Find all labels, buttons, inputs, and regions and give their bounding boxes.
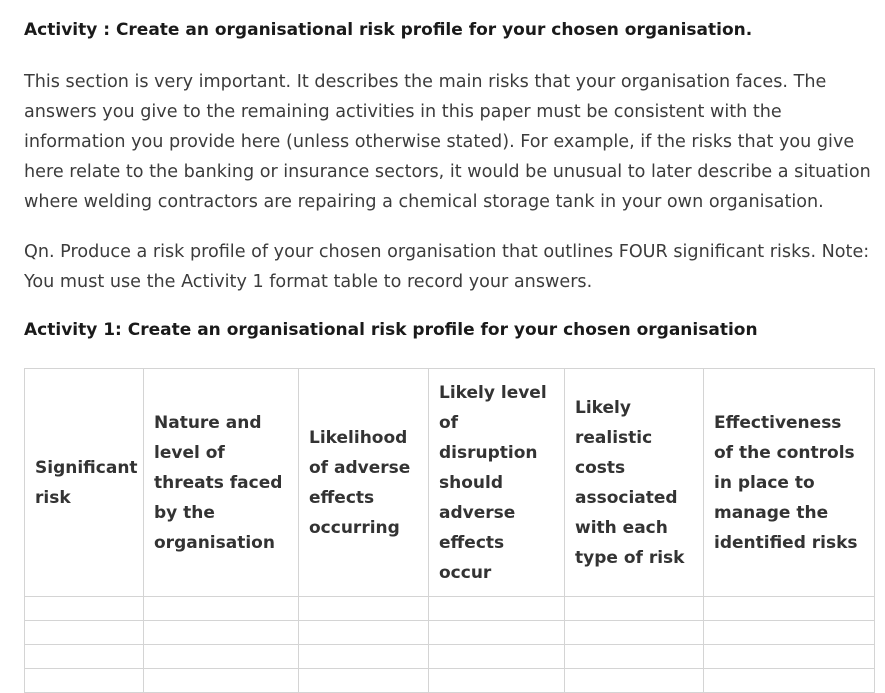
- header-nature-of-threats: Nature and level of threats faced by the organisation: [144, 369, 299, 597]
- table-cell[interactable]: [144, 645, 299, 669]
- table-cell[interactable]: [144, 669, 299, 693]
- table-cell[interactable]: [429, 621, 565, 645]
- table-cell[interactable]: [704, 621, 875, 645]
- header-control-effectiveness: Effectiveness of the controls in place to manage the identified risks: [704, 369, 875, 597]
- table-cell[interactable]: [25, 597, 144, 621]
- table-cell[interactable]: [429, 669, 565, 693]
- table-cell[interactable]: [704, 669, 875, 693]
- table-cell[interactable]: [565, 669, 704, 693]
- intro-paragraph: This section is very important. It describes the main risks that your organisation faces. The answers you give to the remaining activities in this paper must be consistent with the information you provide here (unless otherwise stated). For example, if the risks that you give here relate to the banking or insurance sectors, it would be unusual to later describe a situation where welding contractors are repairing a chemical storage tank in your own organisation.: [24, 72, 871, 212]
- header-significant-risk: Significant risk: [25, 369, 144, 597]
- table-cell[interactable]: [565, 597, 704, 621]
- risk-profile-table: [24, 368, 875, 693]
- header-realistic-costs: Likely realistic costs associated with each type of risk: [565, 369, 704, 597]
- table-row: [25, 669, 875, 693]
- table-cell[interactable]: [25, 669, 144, 693]
- table-cell[interactable]: [565, 645, 704, 669]
- table-cell[interactable]: [704, 597, 875, 621]
- table-cell[interactable]: [565, 621, 704, 645]
- question-paragraph: Qn. Produce a risk profile of your chosen organisation that outlines FOUR significant risks. Note: You must use the Activity 1 format table to record your answers.: [24, 242, 870, 292]
- table-cell[interactable]: [144, 621, 299, 645]
- table-row: [25, 621, 875, 645]
- table-cell[interactable]: [25, 645, 144, 669]
- table-cell[interactable]: [25, 621, 144, 645]
- table-cell[interactable]: [429, 645, 565, 669]
- table-row: [25, 645, 875, 669]
- table-cell[interactable]: [299, 669, 429, 693]
- table-cell[interactable]: [704, 645, 875, 669]
- activity-heading: Activity : Create an organisational risk profile for your chosen organisation.: [24, 20, 753, 40]
- table-row: [25, 597, 875, 621]
- table-cell[interactable]: [429, 597, 565, 621]
- header-likelihood: Likelihood of adverse effects occurring: [299, 369, 429, 597]
- table-heading: Activity 1: Create an organisational risk profile for your chosen organisation: [24, 320, 758, 340]
- table-cell[interactable]: [299, 621, 429, 645]
- header-level-of-disruption: Likely level of disruption should adverse effects occur: [429, 369, 565, 597]
- table-header-row: [25, 369, 875, 597]
- table-cell[interactable]: [299, 597, 429, 621]
- table-cell[interactable]: [144, 597, 299, 621]
- table-cell[interactable]: [299, 645, 429, 669]
